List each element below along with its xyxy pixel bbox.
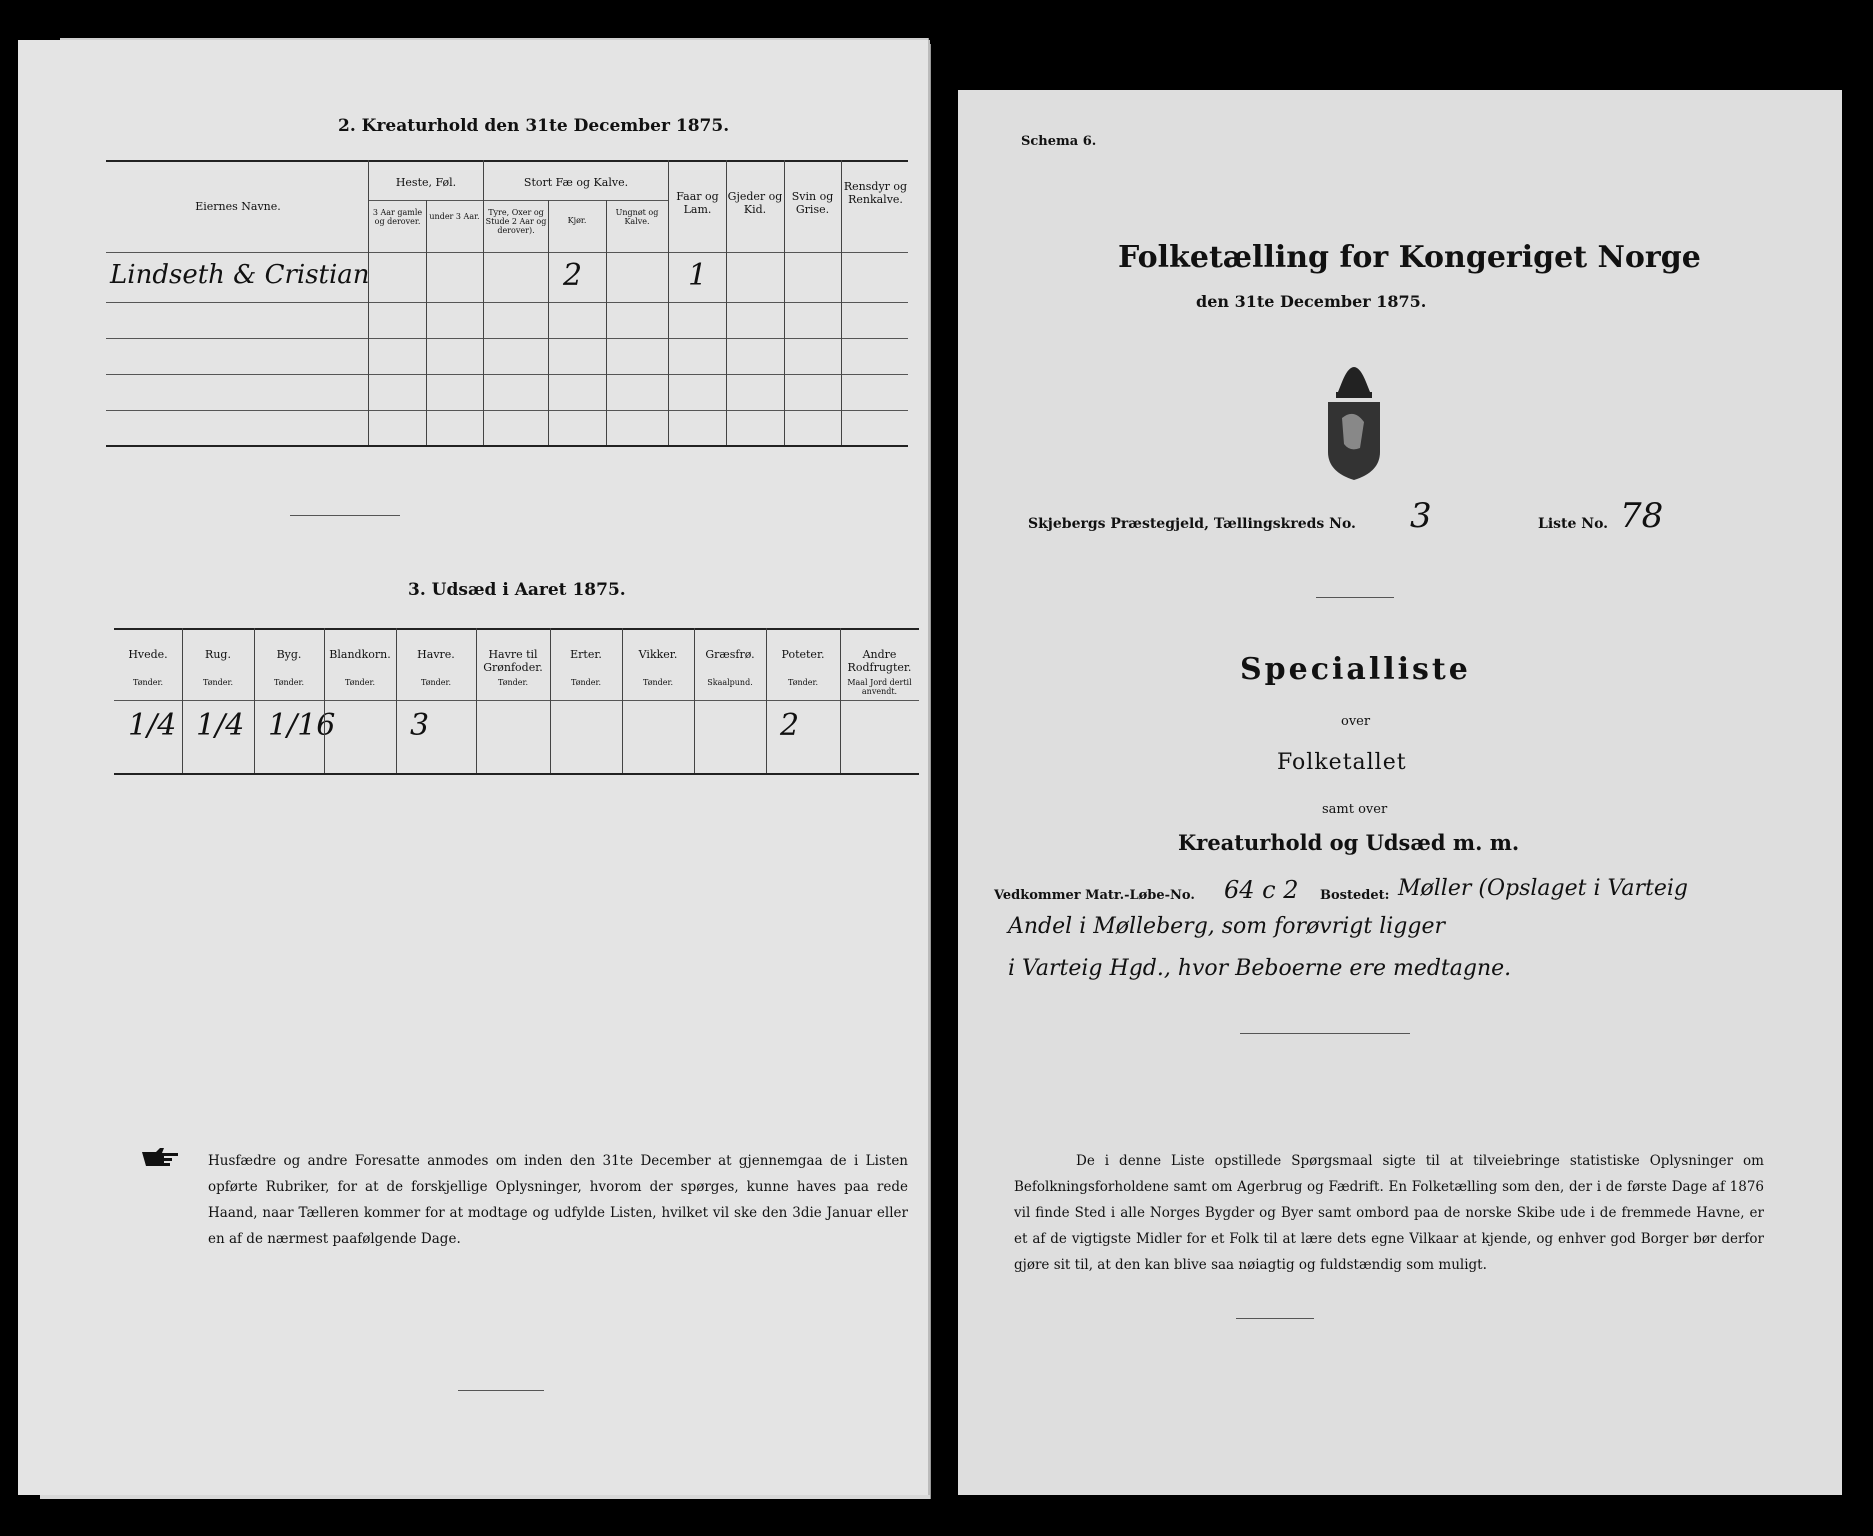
seed-header-unit: Maal Jord dertil anvendt. bbox=[847, 678, 912, 696]
seed-value: 1/4 bbox=[128, 708, 177, 743]
seed-column-3 bbox=[324, 628, 396, 773]
header-stort-a: Tyre, Oxer og Stude 2 Aar og derover). bbox=[485, 208, 547, 235]
header-svin: Svin og Grise. bbox=[791, 190, 834, 216]
bosted-line-2: Andel i Mølleberg, som forøvrigt ligger bbox=[1008, 914, 1445, 939]
seed-column-9 bbox=[766, 628, 840, 773]
seed-value: 1/4 bbox=[196, 708, 245, 743]
seed-column-6 bbox=[550, 628, 622, 773]
seed-header-name: Andre Rodfrugter. bbox=[847, 648, 912, 674]
special-title: Specialliste bbox=[1240, 652, 1471, 687]
notice-text: Husfædre og andre Foresatte anmodes om inden den 31te December at gjennemgaa de i Listen opførte Rubriker, for at de forskjellige Oplysninger, hvorom der spørges, kunne haves paa rede Haand, naar Tælleren kommer for at modtage og udfylde Listen, hvilket vil ske den 3die Januar eller en af de nærmest paafølgende Dage. bbox=[208, 1153, 908, 1247]
divider-mid bbox=[1240, 1033, 1410, 1034]
seed-header-name: Blandkorn. bbox=[329, 648, 391, 661]
seed-column-1 bbox=[182, 628, 254, 773]
seed-header-unit: Tønder. bbox=[787, 678, 819, 687]
divider-footer bbox=[1236, 1318, 1314, 1319]
section2-title: 2. Kreaturhold den 31te December 1875. bbox=[338, 116, 730, 136]
seed-header-unit: Tønder. bbox=[570, 678, 602, 687]
coat-of-arms-icon bbox=[1320, 352, 1388, 480]
kreatur-label: Kreaturhold og Udsæd m. m. bbox=[1178, 830, 1520, 855]
seed-header-unit: Tønder. bbox=[344, 678, 376, 687]
subtitle: den 31te December 1875. bbox=[1196, 292, 1427, 311]
right-page bbox=[958, 90, 1842, 1495]
seed-header-name: Poteter. bbox=[781, 648, 825, 661]
divider bbox=[290, 515, 400, 516]
bosted-line-3: i Varteig Hgd., hvor Beboerne ere medtagne. bbox=[1008, 956, 1512, 981]
seed-header-name: Havre til Grønfoder. bbox=[483, 648, 543, 674]
over-label: over bbox=[1341, 714, 1371, 729]
header-faar: Faar og Lam. bbox=[676, 190, 719, 216]
seed-header-name: Byg. bbox=[276, 648, 302, 661]
seed-column-0 bbox=[114, 628, 182, 773]
divider-right bbox=[1316, 597, 1394, 598]
header-gjeder: Gjeder og Kid. bbox=[727, 190, 783, 216]
matr-label: Vedkommer Matr.-Løbe-No. bbox=[994, 888, 1195, 903]
kreds-no: 3 bbox=[1410, 496, 1432, 536]
section3-title: 3. Udsæd i Aaret 1875. bbox=[408, 580, 626, 600]
schema-label: Schema 6. bbox=[1021, 134, 1097, 149]
seed-header-unit: Tønder. bbox=[497, 678, 529, 687]
seed-value: 1/16 bbox=[268, 708, 336, 743]
seed-value: 3 bbox=[410, 708, 430, 743]
folketallet-label: Folketallet bbox=[1277, 750, 1407, 775]
header-rensdyr: Rensdyr og Renkalve. bbox=[843, 180, 908, 206]
liste-no: 78 bbox=[1620, 496, 1664, 536]
header-stort-c: Ungnøt og Kalve. bbox=[615, 208, 659, 226]
matr-no: 64 c 2 bbox=[1224, 876, 1299, 904]
seed-column-5 bbox=[476, 628, 550, 773]
seed-header-name: Græsfrø. bbox=[705, 648, 755, 661]
header-heste: Heste, Føl. bbox=[395, 176, 457, 189]
parish-label: Skjebergs Præstegjeld, Tællingskreds No. bbox=[1028, 516, 1356, 532]
left-page bbox=[18, 40, 930, 1495]
seed-header-unit: Tønder. bbox=[132, 678, 164, 687]
bosted-line-1: Møller (Opslaget i Varteig bbox=[1398, 876, 1688, 901]
seed-value: 2 bbox=[780, 708, 800, 743]
seed-header-unit: Tønder. bbox=[420, 678, 452, 687]
owner-name: Lindseth & Cristian bbox=[110, 260, 370, 290]
seed-column-7 bbox=[622, 628, 694, 773]
seed-header-unit: Tønder. bbox=[642, 678, 674, 687]
header-stort: Stort Fæ og Kalve. bbox=[523, 176, 629, 189]
seed-header-unit: Tønder. bbox=[273, 678, 305, 687]
seed-header-name: Havre. bbox=[417, 648, 455, 661]
header-heste-b: under 3 Aar. bbox=[429, 212, 480, 221]
bosted-label: Bostedet: bbox=[1320, 888, 1390, 903]
samt-label: samt over bbox=[1322, 802, 1388, 817]
seed-header-unit: Tønder. bbox=[202, 678, 234, 687]
kjor-value: 2 bbox=[563, 258, 583, 293]
divider-bottom bbox=[458, 1390, 544, 1391]
faar-value: 1 bbox=[688, 258, 708, 293]
main-title: Folketælling for Kongeriget Norge bbox=[1118, 240, 1701, 275]
seed-column-8 bbox=[694, 628, 766, 773]
liste-label: Liste No. bbox=[1538, 516, 1609, 532]
seed-header-name: Hvede. bbox=[128, 648, 168, 661]
seed-header-unit: Skaalpund. bbox=[707, 678, 753, 687]
seed-header-name: Vikker. bbox=[638, 648, 678, 661]
seed-header-name: Rug. bbox=[205, 648, 231, 661]
seed-column-10 bbox=[840, 628, 919, 773]
seed-column-2 bbox=[254, 628, 336, 773]
seed-header-name: Erter. bbox=[570, 648, 602, 661]
footer-text: De i denne Liste opstillede Spørgsmaal sigte til at tilveiebringe statistiske Oplysninger om Befolkningsforholdene samt om Agerbrug og Fædrift. En Folketælling som den, der i de første Dage af 1876 vil finde Sted i alle Norges Bygder og Byer samt ombord paa de norske Skibe ude i de fremmede Havne, er et af de vigtigste Midler for et Folk til at lære dets egne Vilkaar at kjende, og enhver god Borger bør derfor gjøre sit til, at den kan blive saa nøiagtig og fuldstændig som muligt. bbox=[1014, 1153, 1764, 1273]
header-heste-a: 3 Aar gamle og derover. bbox=[372, 208, 423, 226]
header-stort-b: Kjør. bbox=[567, 216, 587, 225]
pointing-hand-icon bbox=[142, 1148, 180, 1168]
header-owner: Eiernes Navne. bbox=[195, 200, 281, 213]
seed-column-4 bbox=[396, 628, 476, 773]
